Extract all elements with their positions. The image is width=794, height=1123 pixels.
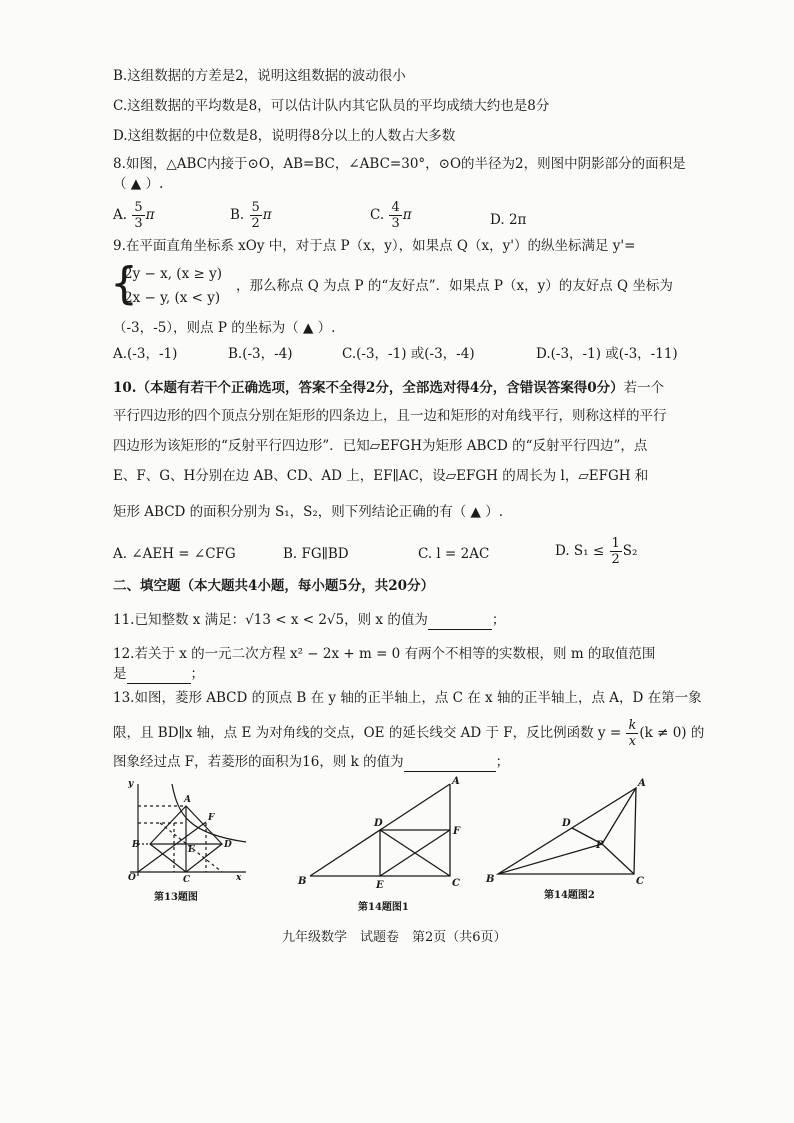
q8-option-d: D. 2π	[490, 212, 527, 228]
q13-answer-blank[interactable]	[404, 757, 496, 772]
page-footer: 九年级数学 试题卷 第2页（共6页）	[282, 930, 507, 945]
q12-stem-end: 是 ；	[113, 666, 204, 682]
fig13-label-a: A	[184, 795, 191, 805]
q10-option-a: A. ∠AEH = ∠CFG	[113, 546, 236, 562]
q7-option-d: D.这组数据的中位数是8，说明得8分以上的人数占大多数	[113, 128, 456, 144]
q13-stem-1: 13.如图，菱形 ABCD 的顶点 B 在 y 轴的正半轴上，点 C 在 x 轴的正半轴上，点 A，D 在第一象	[113, 690, 702, 706]
fig14-2-label-c: C	[636, 876, 644, 887]
q9-case-1: 2y − x, (x ≥ y)	[124, 266, 222, 282]
q10-option-d: D. S₁ ≤ $\frac{1}{2}$ S₂	[555, 536, 638, 567]
fig14-1-caption: 第14题图1	[358, 902, 409, 913]
q10-stem-2: 平行四边形的四个顶点分别在矩形的四条边上，且一边和矩形的对角线平行，则称这样的平行	[113, 408, 667, 424]
fig13-label-c: C	[183, 875, 191, 885]
fig14-2-triangle	[498, 788, 636, 874]
fig14-1-label-c: C	[452, 878, 460, 889]
fig14-2-label-p: P	[596, 840, 604, 851]
fig14-1-label-e: E	[376, 880, 384, 891]
fig14-2-label-a: A	[638, 778, 646, 789]
q8-option-a: A. $\frac{5}{3}$ π	[113, 200, 155, 231]
fig14-1-label-d: D	[374, 818, 383, 829]
q9-option-d: D.(-3，-1) 或(-3，-11)	[536, 346, 678, 362]
q10-option-c: C. l = 2AC	[418, 546, 490, 562]
fig13-caption: 第13题图	[154, 892, 198, 902]
figure-14-1	[290, 776, 470, 916]
q13-stem-2: 限，且 BD∥x 轴，点 E 为对角线的交点，OE 的延长线交 AD 于 F，反比例函数 y = $\frac{k}{x}$ (k ≠ 0) 的	[113, 718, 705, 749]
q8-stem: 8.如图，△ABC内接于⊙O，AB=BC，∠ABC=30°，⊙O的半径为2，则图中阴影部分的面积是	[113, 156, 686, 172]
fig13-label-o: O	[128, 873, 136, 883]
q9-option-c: C.(-3，-1) 或(-3，-4)	[342, 346, 475, 362]
q9-stem-end: （-3，-5），则点 P 的坐标为（ ▲ ）.	[113, 320, 336, 336]
fig13-label-e: E	[188, 845, 195, 855]
q12-answer-blank[interactable]	[127, 669, 191, 684]
q8-option-b: B. $\frac{5}{2}$ π	[230, 200, 272, 231]
fig14-2-label-d: D	[562, 818, 571, 829]
fig13-label-d: D	[224, 840, 232, 850]
q9-case-2: 2x − y, (x < y)	[124, 290, 221, 306]
fig14-2-caption: 第14题图2	[544, 890, 595, 901]
q7-option-c: C.这组数据的平均数是8，可以估计队内其它队员的平均成绩大约也是8分	[113, 98, 550, 114]
fig14-2-label-b: B	[486, 874, 495, 885]
q11-answer-blank[interactable]	[428, 615, 492, 630]
q9-option-a: A.(-3，-1)	[113, 346, 178, 362]
fig13-label-b: B	[132, 840, 140, 850]
fig14-1-label-b: B	[298, 876, 307, 887]
q9-brace: {	[110, 258, 138, 309]
fig14-1-label-f: F	[453, 826, 461, 837]
q12-stem: 12.若关于 x 的一元二次方程 x² − 2x + m = 0 有两个不相等的实数根，则 m 的取值范围	[113, 646, 656, 662]
q10-stem-4: E、F、G、H分别在边 AB、CD、AD 上，EF∥AC，设▱EFGH 的周长为 l，▱EFGH 和	[113, 468, 649, 484]
q8-answer-slot: （ ▲ ）.	[113, 176, 164, 192]
q8-option-c: C. $\frac{4}{3}$ π	[370, 200, 412, 231]
q10-stem-1: 10.（本题有若干个正确选项，答案不全得2分，全部选对得4分，含错误答案得0分）若一个	[113, 380, 665, 396]
figure-13	[120, 776, 260, 902]
q9-stem-cont: ，那么称点 Q 为点 P 的“友好点”．如果点 P（x，y）的友好点 Q 坐标为	[236, 278, 673, 294]
section-2-title: 二、填空题（本大题共4小题，每小题5分，共20分）	[113, 578, 435, 594]
q9-stem: 9.在平面直角坐标系 xOy 中，对于点 P（x，y），如果点 Q（x，y'）的纵坐标满足 y'=	[113, 238, 636, 254]
q13-stem-3: 图象经过点 F，若菱形的面积为16，则 k 的值为 ；	[113, 754, 510, 770]
q10-option-b: B. FG∥BD	[283, 546, 349, 562]
q9-option-b: B.(-3，-4)	[228, 346, 293, 362]
q10-stem-5: 矩形 ABCD 的面积分别为 S₁，S₂，则下列结论正确的有（ ▲ ）.	[113, 504, 504, 520]
q10-stem-3: 四边形为该矩形的“反射平行四边形”．已知▱EFGH为矩形 ABCD 的“反射平行四边”，点	[113, 438, 648, 454]
q11: 11.已知整数 x 满足：√13 < x < 2√5，则 x 的值为 ；	[113, 612, 506, 628]
fig13-label-f: F	[208, 813, 215, 823]
fig13-label-y: y	[128, 779, 134, 789]
fig14-1-label-a: A	[452, 776, 460, 787]
q7-option-b: B.这组数据的方差是2，说明这组数据的波动很小	[113, 68, 406, 84]
figure-14-2	[484, 776, 664, 906]
fig13-label-x: x	[236, 873, 242, 883]
